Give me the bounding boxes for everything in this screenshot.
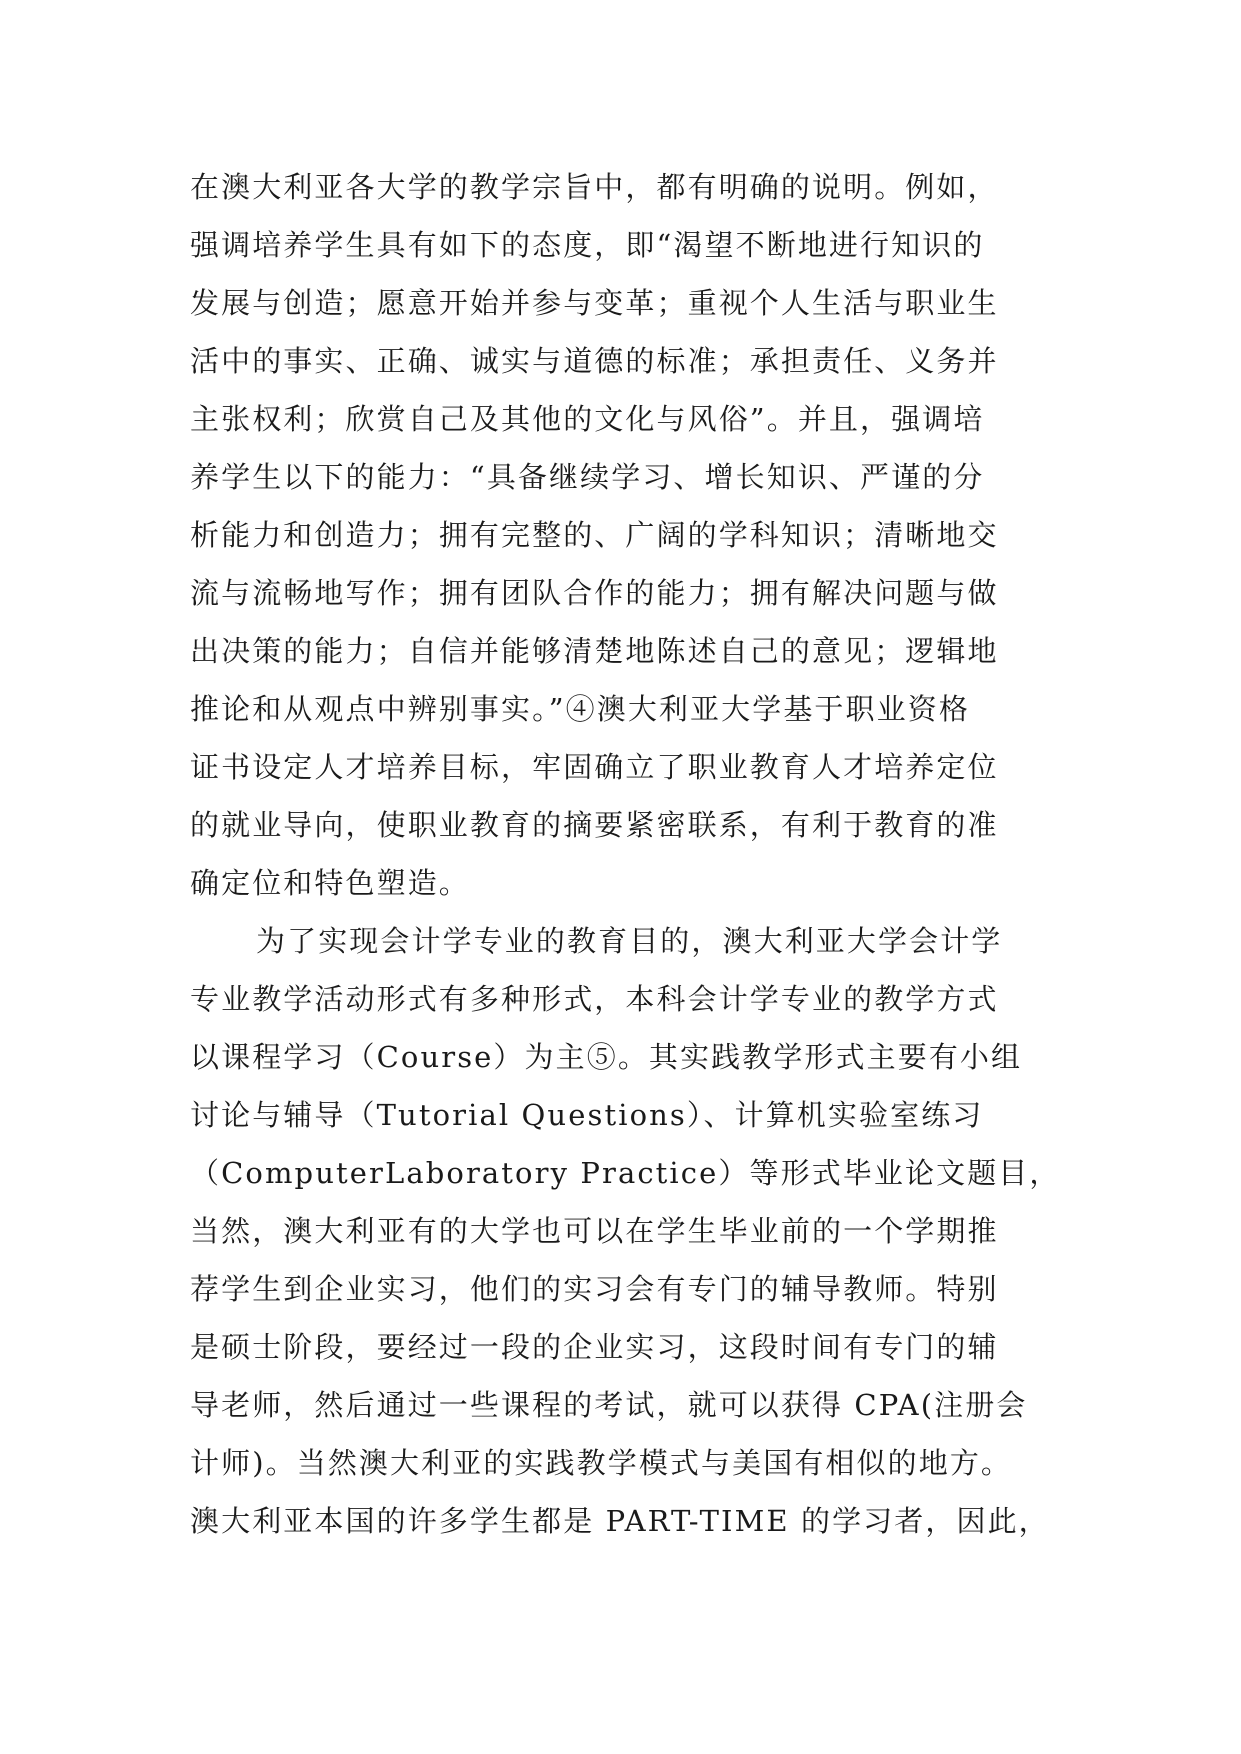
text-line: 出决策的能力；自信并能够清楚地陈述自己的意见；逻辑地 [190,634,999,668]
text-line: 养学生以下的能力：“具备继续学习、增长知识、严谨的分 [190,460,985,494]
text-line: 澳大利亚本国的许多学生都是 PART-TIME 的学习者，因此， [190,1504,1050,1538]
text-line: 析能力和创造力；拥有完整的、广阔的学科知识；清晰地交 [190,518,999,552]
text-line: 推论和从观点中辨别事实。”④澳大利亚大学基于职业资格 [190,692,970,726]
text-line: 荐学生到企业实习，他们的实习会有专门的辅导教师。特别 [190,1272,999,1306]
text-line: 强调培养学生具有如下的态度，即“渴望不断地进行知识的 [190,228,985,262]
body-text [190,158,1060,1550]
text-line: 证书设定人才培养目标，牢固确立了职业教育人才培养定位 [190,750,999,784]
text-line: 流与流畅地写作；拥有团队合作的能力；拥有解决问题与做 [190,576,999,610]
text-line: 确定位和特色塑造。 [190,866,470,900]
text-line: 以课程学习（Course）为主⑤。其实践教学形式主要有小组 [190,1040,1023,1074]
text-line: 的就业导向，使职业教育的摘要紧密联系，有利于教育的准 [190,808,999,842]
text-line: 导老师，然后通过一些课程的考试，就可以获得 CPA(注册会 [190,1388,1028,1422]
text-line: 专业教学活动形式有多种形式，本科会计学专业的教学方式 [190,982,999,1016]
text-line: 在澳大利亚各大学的教学宗旨中，都有明确的说明。例如， [190,170,999,204]
text-line: 讨论与辅导（Tutorial Questions）、计算机实验室练习 [190,1098,984,1132]
text-line: 为了实现会计学专业的教育目的，澳大利亚大学会计学 [256,924,1003,958]
paragraph-1 [190,158,1060,912]
text-line: 计师)。当然澳大利亚的实践教学模式与美国有相似的地方。 [190,1446,1013,1480]
text-line: 活中的事实、正确、诚实与道德的标准；承担责任、义务并 [190,344,999,378]
text-line: 发展与创造；愿意开始并参与变革；重视个人生活与职业生 [190,286,999,320]
text-line: （ComputerLaboratory Practice）等形式毕业论文题目， [190,1156,1061,1190]
paragraph-2 [190,912,1060,1550]
text-line: 是硕士阶段，要经过一段的企业实习，这段时间有专门的辅 [190,1330,999,1364]
text-line: 当然，澳大利亚有的大学也可以在学生毕业前的一个学期推 [190,1214,999,1248]
text-line: 主张权利；欣赏自己及其他的文化与风俗”。并且，强调培 [190,402,985,436]
